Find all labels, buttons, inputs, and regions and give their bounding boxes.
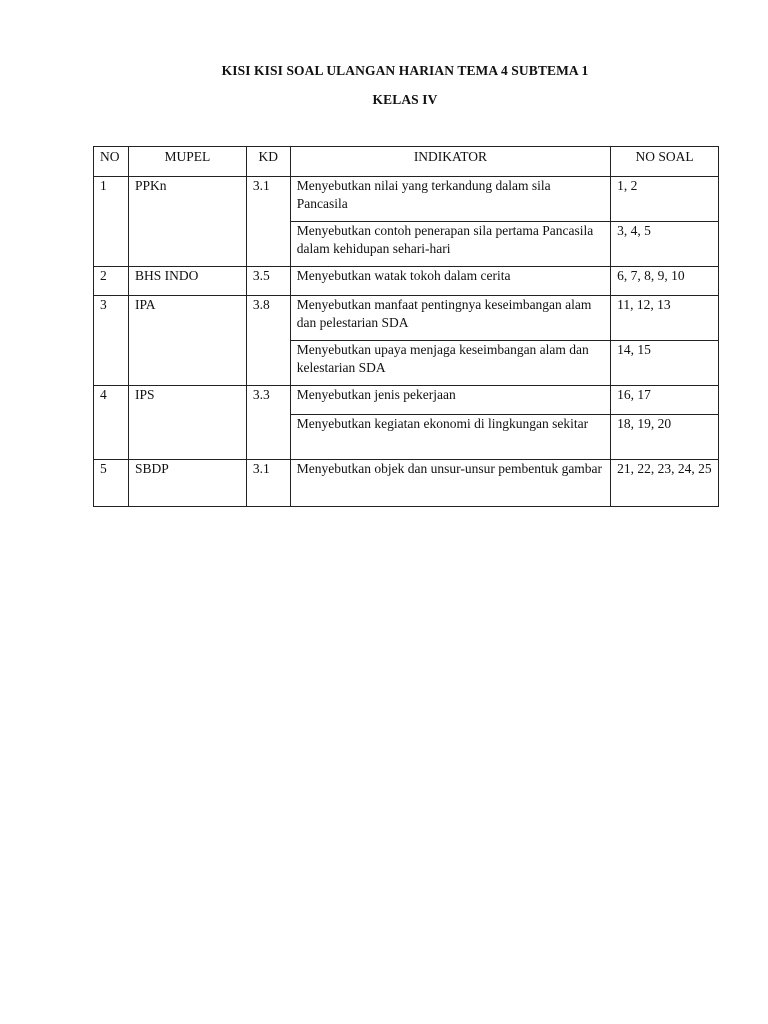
header-no-soal: NO SOAL	[611, 147, 719, 177]
cell-no-soal: 18, 19, 20	[611, 415, 719, 460]
cell-indikator: Menyebutkan contoh penerapan sila pertama Pancasila dalam kehidupan sehari-hari	[290, 222, 610, 267]
header-kd: KD	[246, 147, 290, 177]
header-mupel: MUPEL	[128, 147, 246, 177]
cell-mupel: BHS INDO	[128, 267, 246, 296]
cell-no-soal: 16, 17	[611, 386, 719, 415]
cell-mupel: IPS	[128, 386, 246, 460]
cell-no-soal: 11, 12, 13	[611, 296, 719, 341]
cell-no-soal: 21, 22, 23, 24, 25	[611, 460, 719, 507]
cell-no: 3	[94, 296, 129, 386]
cell-no: 4	[94, 386, 129, 460]
cell-mupel: IPA	[128, 296, 246, 386]
cell-mupel: PPKn	[128, 177, 246, 267]
table-row	[94, 177, 719, 222]
cell-indikator: Menyebutkan nilai yang terkandung dalam sila Pancasila	[290, 177, 610, 222]
cell-no: 5	[94, 460, 129, 507]
cell-indikator: Menyebutkan watak tokoh dalam cerita	[290, 267, 610, 296]
cell-kd: 3.1	[246, 177, 290, 267]
cell-kd: 3.8	[246, 296, 290, 386]
table-row	[94, 267, 719, 296]
table-row	[94, 386, 719, 415]
cell-no-soal: 1, 2	[611, 177, 719, 222]
cell-indikator: Menyebutkan upaya menjaga keseimbangan alam dan kelestarian SDA	[290, 341, 610, 386]
cell-no-soal: 6, 7, 8, 9, 10	[611, 267, 719, 296]
header-no: NO	[94, 147, 129, 177]
cell-kd: 3.3	[246, 386, 290, 460]
cell-indikator: Menyebutkan jenis pekerjaan	[290, 386, 610, 415]
table-row	[94, 296, 719, 341]
document-title: KISI KISI SOAL ULANGAN HARIAN TEMA 4 SUBTEMA 1	[221, 63, 589, 78]
cell-mupel: SBDP	[128, 460, 246, 507]
document-subtitle: KELAS IV	[372, 92, 438, 107]
table-header-row	[94, 147, 719, 177]
cell-no-soal: 14, 15	[611, 341, 719, 386]
table-row	[94, 460, 719, 507]
cell-no: 1	[94, 177, 129, 267]
cell-indikator: Menyebutkan objek dan unsur-unsur pembentuk gambar	[290, 460, 610, 507]
header-indikator: INDIKATOR	[290, 147, 610, 177]
cell-indikator: Menyebutkan manfaat pentingnya keseimbangan alam dan pelestarian SDA	[290, 296, 610, 341]
kisi-kisi-table	[93, 146, 719, 507]
cell-no-soal: 3, 4, 5	[611, 222, 719, 267]
cell-indikator: Menyebutkan kegiatan ekonomi di lingkungan sekitar	[290, 415, 610, 460]
cell-kd: 3.5	[246, 267, 290, 296]
cell-kd: 3.1	[246, 460, 290, 507]
cell-no: 2	[94, 267, 129, 296]
